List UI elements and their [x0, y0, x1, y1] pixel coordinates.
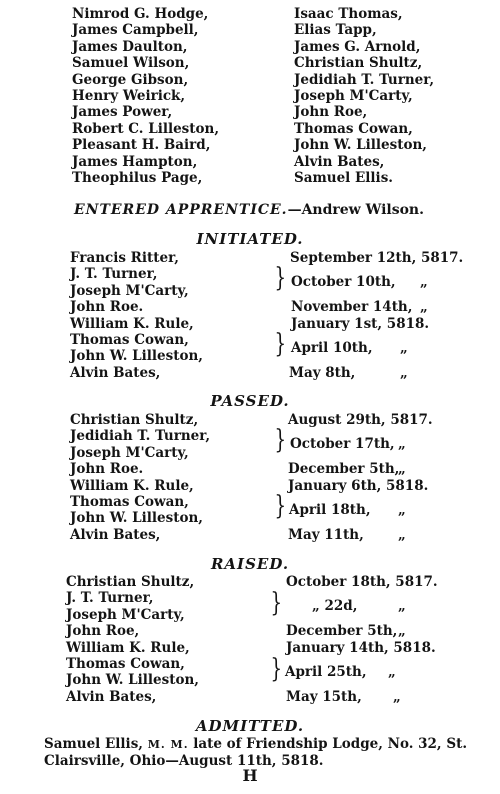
- admitted-entry: [44, 736, 484, 770]
- member-name: James G. Arnold,: [294, 39, 421, 55]
- member-name: James Daulton,: [72, 39, 188, 55]
- raised-date: May 15th,: [286, 689, 362, 705]
- initiated-name: Thomas Cowan,: [70, 332, 189, 348]
- entered-apprentice-name: —Andrew Wilson.: [287, 202, 424, 218]
- entered-apprentice-line: [74, 202, 424, 218]
- raised-heading: RAISED.: [210, 555, 290, 573]
- member-name: James Power,: [72, 104, 173, 120]
- passed-heading: PASSED.: [210, 392, 290, 410]
- raised-date: January 14th, 5818.: [286, 640, 436, 656]
- admitted-heading: ADMITTED.: [195, 717, 305, 735]
- passed-name: Thomas Cowan,: [70, 494, 189, 510]
- passed-date: December 5th,: [288, 461, 400, 477]
- admitted-text: late of Friendship Lodge, No. 32, St. Clairsville, Ohio—August 11th, 5818.: [44, 736, 468, 769]
- passed-date: August 29th, 5817.: [288, 412, 433, 428]
- initiated-date: September 12th, 5817.: [290, 250, 464, 266]
- ditto-mark: „: [400, 340, 408, 356]
- initiated-name: John Roe.: [70, 299, 144, 315]
- initiated-name: Alvin Bates,: [70, 365, 161, 381]
- initiated-date: January 1st, 5818.: [291, 316, 430, 332]
- brace-mark: }: [274, 263, 287, 293]
- admitted-name: Samuel Ellis,: [44, 736, 143, 752]
- passed-name: Christian Shultz,: [70, 412, 199, 428]
- passed-name: Jedidiah T. Turner,: [70, 428, 211, 444]
- brace-mark: }: [274, 329, 287, 359]
- initiated-name: Francis Ritter,: [70, 250, 179, 266]
- ditto-mark: „: [400, 365, 408, 381]
- passed-date: January 6th, 5818.: [288, 478, 429, 494]
- member-name: Nimrod G. Hodge,: [72, 6, 209, 22]
- passed-name: John Roe.: [70, 461, 144, 477]
- raised-date: April 25th,: [285, 664, 367, 680]
- initiated-name: J. T. Turner,: [70, 266, 158, 282]
- raised-name: Christian Shultz,: [66, 574, 195, 590]
- brace-mark: }: [270, 588, 283, 618]
- initiated-date: May 8th,: [289, 365, 356, 381]
- ditto-mark: „: [398, 436, 406, 452]
- admitted-title: M. M.: [147, 738, 189, 751]
- member-name: Christian Shultz,: [294, 55, 423, 71]
- brace-mark: }: [274, 491, 287, 521]
- passed-name: John W. Lilleston,: [70, 510, 204, 526]
- member-name: Joseph M'Carty,: [294, 88, 413, 104]
- ditto-mark: „: [420, 299, 428, 315]
- raised-name: John Roe,: [66, 623, 140, 639]
- ditto-mark: „: [393, 689, 401, 705]
- passed-date: April 18th,: [289, 502, 371, 518]
- member-name: Thomas Cowan,: [294, 121, 413, 137]
- passed-name: Joseph M'Carty,: [70, 445, 189, 461]
- raised-date: „ 22d,: [312, 598, 358, 614]
- member-name: George Gibson,: [72, 72, 189, 88]
- initiated-date: October 10th,: [291, 274, 396, 290]
- ditto-mark: „: [398, 623, 406, 639]
- initiated-date: November 14th,: [291, 299, 413, 315]
- ditto-mark: „: [398, 502, 406, 518]
- entered-apprentice-heading: ENTERED APPRENTICE.: [74, 202, 288, 218]
- passed-date: October 17th,: [290, 436, 395, 452]
- raised-name: Joseph M'Carty,: [66, 607, 185, 623]
- member-name: Samuel Ellis.: [294, 170, 393, 186]
- ditto-mark: „: [420, 274, 428, 290]
- ditto-mark: „: [398, 527, 406, 543]
- member-name: John Roe,: [294, 104, 368, 120]
- ditto-mark: „: [398, 461, 406, 477]
- member-name: Alvin Bates,: [294, 154, 385, 170]
- member-name: Theophilus Page,: [72, 170, 203, 186]
- initiated-name: Joseph M'Carty,: [70, 283, 189, 299]
- raised-date: December 5th,: [286, 623, 398, 639]
- passed-date: May 11th,: [288, 527, 364, 543]
- member-name: Henry Weirick,: [72, 88, 186, 104]
- raised-name: Alvin Bates,: [66, 689, 157, 705]
- initiated-heading: INITIATED.: [196, 230, 304, 248]
- initiated-date: April 10th,: [291, 340, 373, 356]
- raised-name: J. T. Turner,: [66, 590, 154, 606]
- passed-name: Alvin Bates,: [70, 527, 161, 543]
- initiated-name: William K. Rule,: [70, 316, 194, 332]
- raised-date: October 18th, 5817.: [286, 574, 438, 590]
- member-name: Jedidiah T. Turner,: [294, 72, 435, 88]
- member-name: John W. Lilleston,: [294, 137, 428, 153]
- member-name: Isaac Thomas,: [294, 6, 403, 22]
- raised-name: William K. Rule,: [66, 640, 190, 656]
- member-name: Robert C. Lilleston,: [72, 121, 220, 137]
- ditto-mark: „: [388, 664, 396, 680]
- member-name: James Hampton,: [72, 154, 198, 170]
- signature-mark: H: [242, 766, 258, 785]
- initiated-name: John W. Lilleston,: [70, 348, 204, 364]
- member-name: Elias Tapp,: [294, 22, 377, 38]
- raised-name: Thomas Cowan,: [66, 656, 185, 672]
- raised-name: John W. Lilleston,: [66, 672, 200, 688]
- passed-name: William K. Rule,: [70, 478, 194, 494]
- member-name: Pleasant H. Baird,: [72, 137, 211, 153]
- ditto-mark: „: [398, 598, 406, 614]
- member-name: James Campbell,: [72, 22, 199, 38]
- brace-mark: }: [274, 425, 287, 455]
- brace-mark: }: [270, 654, 283, 684]
- member-name: Samuel Wilson,: [72, 55, 190, 71]
